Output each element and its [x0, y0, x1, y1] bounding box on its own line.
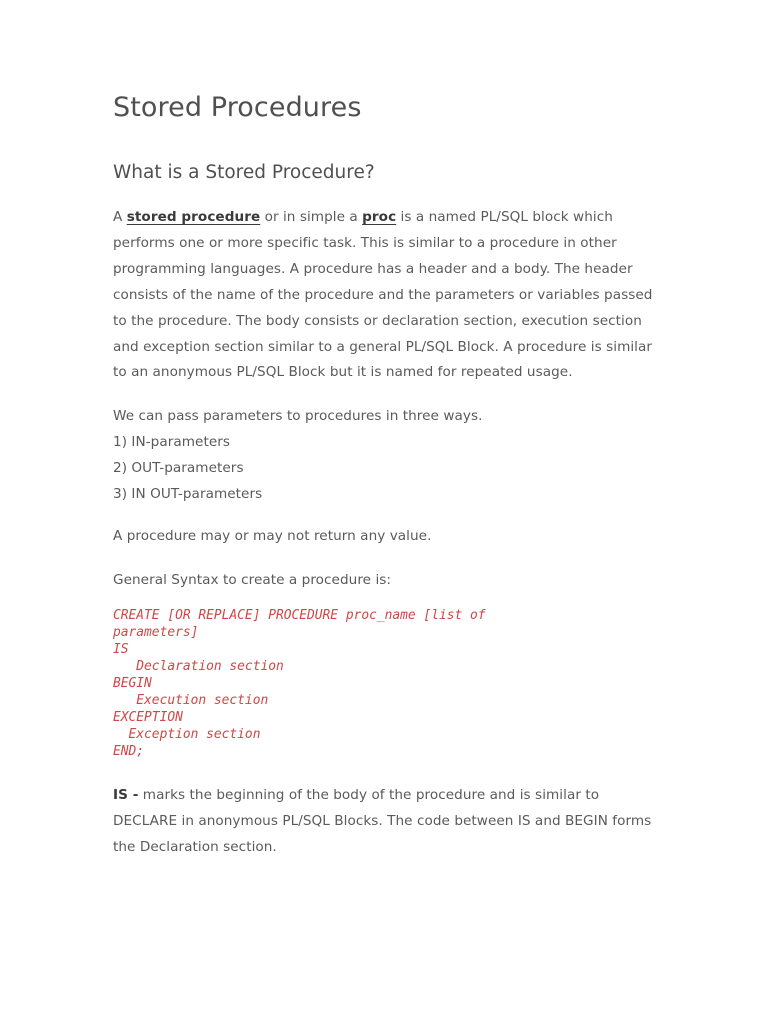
syntax-code-block: CREATE [OR REPLACE] PROCEDURE proc_name [list of parameters] IS Declaration section BEGIN Execution section EXCEPTION Exception section END; [113, 608, 486, 759]
is-note-paragraph [113, 783, 658, 861]
is-term: IS - [113, 787, 139, 803]
intro-paragraph [113, 205, 658, 386]
list-item: 2) OUT-parameters [113, 459, 244, 476]
document-page [113, 88, 658, 855]
page-title: Stored Procedures [113, 92, 362, 123]
parameters-paragraph [113, 404, 658, 508]
term-stored-procedure: stored procedure [126, 209, 261, 225]
section-heading: What is a Stored Procedure? [113, 162, 375, 183]
is-note-text: marks the beginning of the body of the procedure and is similar to DECLARE in anonymous PL/SQL Blocks. The code between IS and BEGIN forms the Declaration section. [113, 787, 652, 855]
return-note: A procedure may or may not return any value. [113, 528, 432, 544]
list-item: 3) IN OUT-parameters [113, 485, 263, 502]
intro-prefix: A [113, 209, 127, 225]
syntax-intro: General Syntax to create a procedure is: [113, 572, 392, 588]
intro-middle: or in simple a [260, 209, 363, 225]
parameters-lead: We can pass parameters to procedures in three ways. [113, 408, 483, 424]
list-item: 1) IN-parameters [113, 433, 231, 450]
term-proc: proc [362, 209, 397, 225]
intro-rest: is a named PL/SQL block which performs one or more specific task. This is similar to a procedure in other programming languages. A procedure has a header and a body. The header consists of the name of the procedure and the parameters or variables passed to the procedure. The body consists or declaration section, execution section and exception section similar to a general PL/SQL Block. A procedure is similar to an anonymous PL/SQL Block but it is named for repeated usage. [113, 209, 653, 381]
